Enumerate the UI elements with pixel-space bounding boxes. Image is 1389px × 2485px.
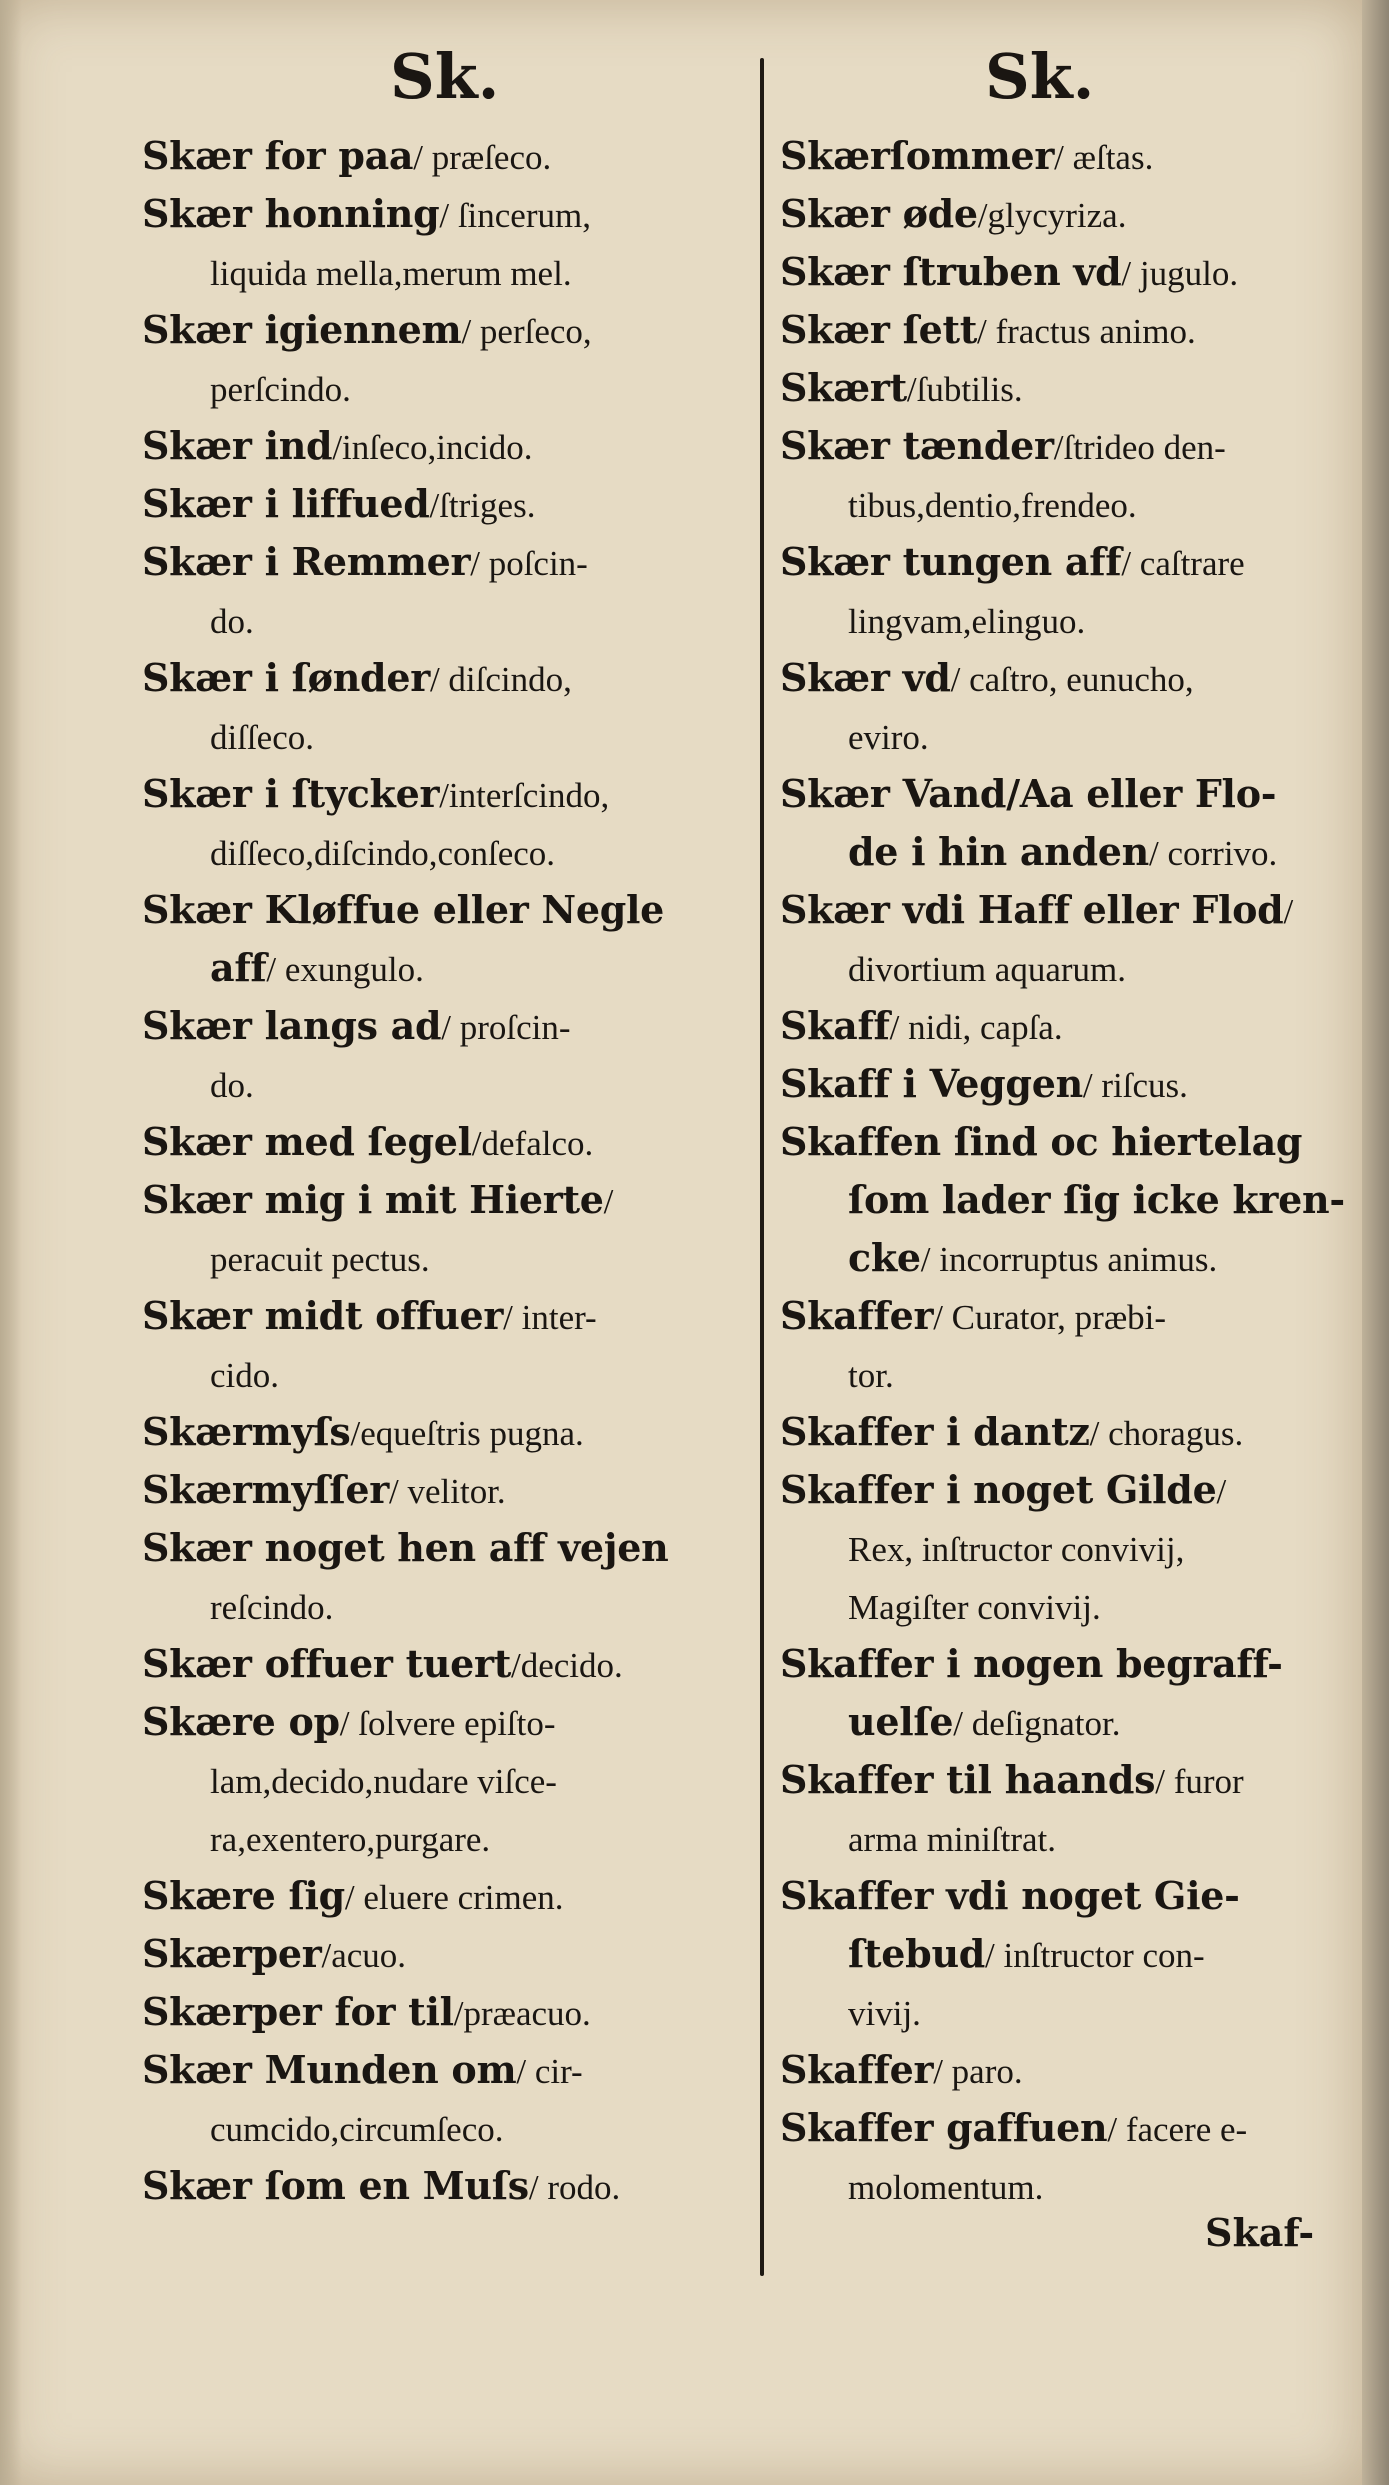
dictionary-entry [780, 766, 1360, 882]
latin-gloss: / corrivo. [1149, 834, 1278, 873]
danish-headword: cke [848, 1235, 921, 1280]
entry-line [142, 186, 742, 244]
entry-line [142, 708, 742, 766]
latin-gloss: / caſtrare [1121, 544, 1245, 583]
entry-line [780, 882, 1360, 940]
dictionary-entry [780, 302, 1360, 360]
latin-gloss: tibus,dentio,frendeo. [848, 486, 1137, 525]
entry-line [780, 1230, 1360, 1288]
dictionary-entry [142, 2158, 742, 2216]
dictionary-entry [780, 1114, 1360, 1288]
latin-gloss: / deſignator. [953, 1704, 1121, 1743]
danish-headword: Skaff [780, 1003, 890, 1048]
dictionary-entry [780, 1868, 1360, 2042]
entry-line [142, 418, 742, 476]
danish-headword: Skære op [142, 1699, 340, 1744]
latin-gloss: reſcindo. [210, 1588, 334, 1627]
latin-gloss: / ſolvere epiſto- [339, 1704, 556, 1743]
danish-headword: Skær vd [780, 655, 951, 700]
entry-line [142, 1578, 742, 1636]
latin-gloss: eviro. [848, 718, 929, 757]
latin-gloss: peracuit pectus. [210, 1240, 430, 1279]
danish-headword: Skær i ſtycker [142, 771, 440, 816]
entry-line [142, 1520, 742, 1578]
latin-gloss: diſſeco. [210, 718, 314, 757]
latin-gloss: / Curator, præbi- [933, 1298, 1167, 1337]
danish-headword: Skærmyſs [142, 1409, 351, 1454]
danish-headword: Skær noget hen aff vejen [142, 1525, 669, 1570]
dictionary-entry [142, 1984, 742, 2042]
entry-line [142, 824, 742, 882]
dictionary-entry [142, 1926, 742, 1984]
latin-gloss: / nidi, capſa. [889, 1008, 1063, 1047]
danish-headword: Skaffer [780, 2047, 934, 2092]
latin-gloss: /præacuo. [453, 1994, 591, 2033]
danish-headword: Skaff i Veggen [780, 1061, 1083, 1106]
entry-line [780, 1926, 1360, 1984]
entry-line [142, 476, 742, 534]
entry-line [780, 592, 1360, 650]
page-gutter-shadow [0, 0, 22, 2485]
danish-headword: Skær i Remmer [142, 539, 471, 584]
entry-line [142, 360, 742, 418]
entry-line [142, 1288, 742, 1346]
danish-headword: Skærper for til [142, 1989, 454, 2034]
danish-headword: Skær for paa [142, 133, 414, 178]
dictionary-entry [142, 476, 742, 534]
dictionary-entry [780, 1056, 1360, 1114]
entry-line [780, 1056, 1360, 1114]
entry-line [142, 128, 742, 186]
entry-line [780, 418, 1360, 476]
latin-gloss: /interſcindo, [439, 776, 610, 815]
entry-line [780, 360, 1360, 418]
dictionary-entry [142, 1636, 742, 1694]
latin-gloss: / furor [1155, 1762, 1244, 1801]
danish-headword: Skær i liffued [142, 481, 430, 526]
dictionary-entry [142, 186, 742, 302]
latin-gloss: / exungulo. [266, 950, 424, 989]
danish-headword: Skær med ſegel [142, 1119, 472, 1164]
entry-line [142, 1694, 742, 1752]
dictionary-entry [780, 1636, 1360, 1752]
danish-headword: Skær ſett [780, 307, 978, 352]
danish-headword: ſom lader ſig icke kren- [848, 1177, 1345, 1222]
entry-line [142, 998, 742, 1056]
latin-gloss: / incorruptus animus. [920, 1240, 1218, 1279]
latin-gloss: / eluere crimen. [344, 1878, 564, 1917]
entry-line [142, 2042, 742, 2100]
danish-headword: Skær igiennem [142, 307, 462, 352]
entry-line [780, 128, 1360, 186]
danish-headword: Skærmyſſer [142, 1467, 390, 1512]
dictionary-entry [142, 650, 742, 766]
entry-line [780, 534, 1360, 592]
dictionary-entry [780, 360, 1360, 418]
entry-line [142, 1346, 742, 1404]
entry-line [780, 1172, 1360, 1230]
entry-line [780, 1288, 1360, 1346]
entry-line [142, 1984, 742, 2042]
entry-line [142, 882, 742, 940]
latin-gloss: molomentum. [848, 2168, 1044, 2207]
latin-gloss: /ſubtilis. [906, 370, 1023, 409]
entry-line [142, 244, 742, 302]
dictionary-entry [780, 418, 1360, 534]
dictionary-entry [142, 128, 742, 186]
entry-line [142, 1114, 742, 1172]
danish-headword: Skær offuer tuert [142, 1641, 511, 1686]
latin-gloss: / ſincerum, [439, 196, 591, 235]
danish-headword: Skaffer i nogen begraff- [780, 1641, 1283, 1686]
entry-line [780, 824, 1360, 882]
entry-line [142, 1810, 742, 1868]
entry-line [780, 940, 1360, 998]
latin-gloss: /acuo. [321, 1936, 407, 1975]
latin-gloss: / perſeco, [461, 312, 592, 351]
dictionary-entry [142, 882, 742, 998]
entry-line [780, 244, 1360, 302]
dictionary-entry [142, 534, 742, 650]
danish-headword: Skær Vand/Aa eller Flo- [780, 771, 1277, 816]
latin-gloss: cumcido,circumſeco. [210, 2110, 504, 2149]
latin-gloss: / proſcin- [441, 1008, 571, 1047]
entry-line [142, 1056, 742, 1114]
latin-gloss: arma miniſtrat. [848, 1820, 1056, 1859]
entry-line [780, 1578, 1360, 1636]
dictionary-entry [780, 650, 1360, 766]
entry-line [780, 1636, 1360, 1694]
latin-gloss: / poſcin- [470, 544, 588, 583]
latin-gloss: / riſcus. [1082, 1066, 1188, 1105]
danish-headword: Skær mig i mit Hierte [142, 1177, 604, 1222]
danish-headword: Skær tænder [780, 423, 1054, 468]
latin-gloss: Rex, inſtructor convivij, [848, 1530, 1185, 1569]
entry-line [780, 2100, 1360, 2158]
entry-line [780, 1462, 1360, 1520]
dictionary-entry [142, 1114, 742, 1172]
entry-line [142, 1462, 742, 1520]
page-edge [1362, 0, 1389, 2485]
entry-line [780, 186, 1360, 244]
entry-line [780, 2042, 1360, 2100]
latin-gloss: do. [210, 1066, 254, 1105]
dictionary-entry [142, 998, 742, 1114]
danish-headword: Skær ind [142, 423, 333, 468]
latin-gloss: /inſeco,incido. [332, 428, 533, 467]
danish-headword: Skær honning [142, 191, 440, 236]
dictionary-entry [780, 882, 1360, 998]
entry-line [780, 302, 1360, 360]
latin-gloss: / paro. [933, 2052, 1023, 2091]
danish-headword: Skaffer gaffuen [780, 2105, 1108, 2150]
left-column-header: Sk. [390, 40, 500, 113]
latin-gloss: do. [210, 602, 254, 641]
dictionary-entry [142, 1288, 742, 1404]
entry-line [780, 1810, 1360, 1868]
dictionary-entry [142, 766, 742, 882]
entry-line [780, 1114, 1360, 1172]
entry-line [142, 1230, 742, 1288]
entry-line [780, 1404, 1360, 1462]
latin-gloss: lam,decido,nudare viſce- [210, 1762, 557, 1801]
entry-line [780, 1868, 1360, 1926]
danish-headword: Skaffer i noget Gilde [780, 1467, 1217, 1512]
latin-gloss: lingvam,elinguo. [848, 602, 1086, 641]
right-column [780, 128, 1360, 2216]
latin-gloss: /defalco. [471, 1124, 594, 1163]
danish-headword: Skær i ſønder [142, 655, 430, 700]
dictionary-entry [142, 1404, 742, 1462]
dictionary-entry [780, 128, 1360, 186]
dictionary-entry [142, 1694, 742, 1868]
danish-headword: Skærſommer [780, 133, 1055, 178]
latin-gloss: /decido. [511, 1646, 623, 1685]
latin-gloss: ra,exentero,purgare. [210, 1820, 491, 1859]
entry-line [780, 708, 1360, 766]
entry-line [142, 1404, 742, 1462]
catchword: Skaf- [1205, 2210, 1315, 2255]
entry-line [780, 1752, 1360, 1810]
entry-line [780, 766, 1360, 824]
danish-headword: Skær ſom en Muſs [142, 2163, 529, 2208]
entry-line [780, 1346, 1360, 1404]
latin-gloss: cido. [210, 1356, 280, 1395]
entry-line [780, 1694, 1360, 1752]
dictionary-entry [142, 2042, 742, 2158]
latin-gloss: / [603, 1182, 614, 1221]
latin-gloss: /glycyriza. [977, 196, 1127, 235]
danish-headword: Skær tungen aff [780, 539, 1122, 584]
latin-gloss: diſſeco,diſcindo,conſeco. [210, 834, 556, 873]
danish-headword: Skær ſtruben vd [780, 249, 1122, 294]
latin-gloss: / [1216, 1472, 1227, 1511]
danish-headword: Skaffer vdi noget Gie- [780, 1873, 1240, 1918]
danish-headword: Skær vdi Haff eller Flod [780, 887, 1284, 932]
dictionary-entry [780, 2042, 1360, 2100]
right-column-header: Sk. [985, 40, 1095, 113]
dictionary-entry [780, 534, 1360, 650]
danish-headword: Skær øde [780, 191, 978, 236]
latin-gloss: / præſeco. [413, 138, 552, 177]
dictionary-entry [780, 244, 1360, 302]
latin-gloss: / [1283, 892, 1294, 931]
latin-gloss: / fractus animo. [977, 312, 1196, 351]
danish-headword: Skaffen ſind oc hiertelag [780, 1119, 1303, 1164]
dictionary-entry [780, 1404, 1360, 1462]
latin-gloss: / caſtro, eunucho, [950, 660, 1194, 699]
dictionary-entry [780, 2100, 1360, 2216]
danish-headword: Skær Munden om [142, 2047, 517, 2092]
dictionary-entry [142, 418, 742, 476]
latin-gloss: / inſtructor con- [985, 1936, 1205, 1975]
latin-gloss: / rodo. [528, 2168, 621, 2207]
latin-gloss: vivij. [848, 1994, 921, 2033]
dictionary-entry [142, 1520, 742, 1636]
dictionary-entry [142, 1462, 742, 1520]
dictionary-entry [142, 302, 742, 418]
entry-line [142, 940, 742, 998]
danish-headword: Skaffer [780, 1293, 934, 1338]
latin-gloss: / velitor. [389, 1472, 506, 1511]
latin-gloss: / cir- [516, 2052, 583, 2091]
danish-headword: Skaffer til haands [780, 1757, 1156, 1802]
latin-gloss: perſcindo. [210, 370, 351, 409]
latin-gloss: /equeſtris pugna. [350, 1414, 584, 1453]
latin-gloss: /ſtrideo den- [1053, 428, 1226, 467]
entry-line [780, 998, 1360, 1056]
dictionary-entry [780, 1462, 1360, 1636]
entry-line [142, 302, 742, 360]
entry-line [142, 1752, 742, 1810]
danish-headword: Skære ſig [142, 1873, 345, 1918]
latin-gloss: / jugulo. [1121, 254, 1239, 293]
danish-headword: ſtebud [848, 1931, 986, 1976]
dictionary-entry [780, 1752, 1360, 1868]
latin-gloss: / inter- [503, 1298, 597, 1337]
left-column [142, 128, 742, 2216]
dictionary-entry [142, 1868, 742, 1926]
entry-line [780, 476, 1360, 534]
danish-headword: Skær midt offuer [142, 1293, 504, 1338]
danish-headword: Skærper [142, 1931, 322, 1976]
entry-line [142, 2100, 742, 2158]
entry-line [142, 2158, 742, 2216]
dictionary-entry [142, 1172, 742, 1288]
entry-line [142, 1926, 742, 1984]
entry-line [780, 650, 1360, 708]
latin-gloss: divortium aquarum. [848, 950, 1127, 989]
dictionary-entry [780, 998, 1360, 1056]
latin-gloss: tor. [848, 1356, 894, 1395]
entry-line [780, 2158, 1360, 2216]
latin-gloss: / diſcindo, [429, 660, 572, 699]
entry-line [142, 534, 742, 592]
danish-headword: Skær langs ad [142, 1003, 442, 1048]
latin-gloss: Magiſter convivij. [848, 1588, 1101, 1627]
danish-headword: aff [210, 945, 267, 990]
entry-line [142, 1868, 742, 1926]
danish-headword: Skært [780, 365, 907, 410]
latin-gloss: / facere e- [1107, 2110, 1248, 2149]
entry-line [142, 766, 742, 824]
entry-line [142, 1636, 742, 1694]
danish-headword: Skaffer i dantz [780, 1409, 1090, 1454]
latin-gloss: / æſtas. [1054, 138, 1154, 177]
entry-line [780, 1984, 1360, 2042]
column-divider [760, 58, 764, 2276]
dictionary-entry [780, 1288, 1360, 1404]
danish-headword: de i hin anden [848, 829, 1149, 874]
latin-gloss: /ſtriges. [429, 486, 536, 525]
latin-gloss: liquida mella,merum mel. [210, 254, 572, 293]
danish-headword: Skær Kløffue eller Negle [142, 887, 664, 932]
latin-gloss: / choragus. [1089, 1414, 1244, 1453]
entry-line [142, 650, 742, 708]
entry-line [142, 1172, 742, 1230]
entry-line [780, 1520, 1360, 1578]
danish-headword: uelſe [848, 1699, 954, 1744]
entry-line [142, 592, 742, 650]
dictionary-entry [780, 186, 1360, 244]
